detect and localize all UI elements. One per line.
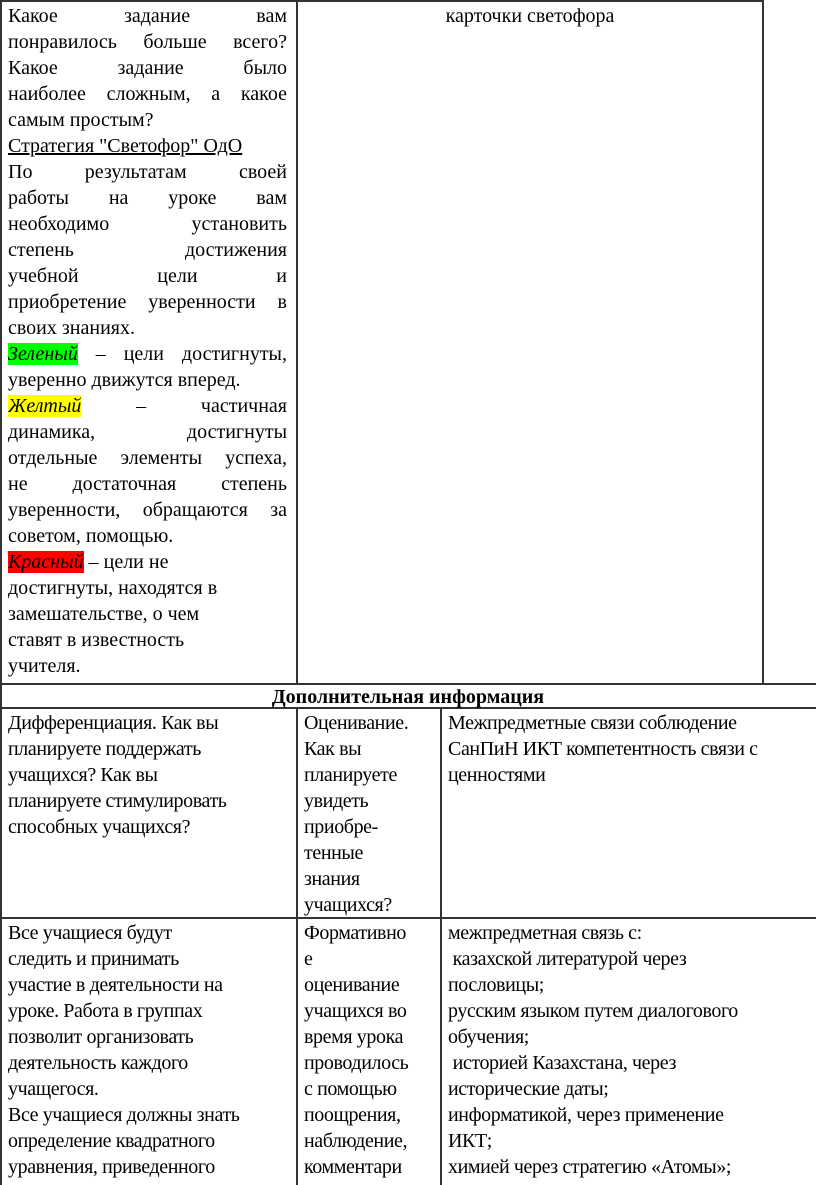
section-header (0, 684, 816, 708)
text-line: ИКТ; (448, 1130, 492, 1152)
text-line: своих знаниях. (8, 317, 135, 339)
text-line: русским языком путем диалогового (448, 1000, 738, 1022)
text-line: планируете стимулировать (8, 790, 227, 812)
text-line: Все учащиеся будут (8, 922, 172, 944)
reflection-cell (8, 3, 287, 679)
assessment-header-cell (304, 710, 438, 918)
text-line: планируете поддержать (8, 738, 201, 760)
line-text: – цели не (83, 551, 169, 573)
text-line: замешательстве, о чем (8, 603, 200, 625)
text-line: уверенно движутся вперед. (8, 369, 241, 391)
assessment-cell (304, 920, 438, 1180)
col-divider (762, 0, 764, 684)
text-line: Как вы (304, 738, 362, 760)
text-line: информатикой, через применение (448, 1104, 724, 1126)
text-line: обучения; (448, 1026, 529, 1048)
text-line: Все учащиеся должны знать (8, 1104, 240, 1126)
text-line: Стратегия "Светофор" ОдО (8, 135, 243, 157)
text-line: понравилось больше всего? (8, 31, 287, 53)
differentiation-cell (8, 920, 294, 1180)
col-divider (296, 0, 298, 684)
col-divider (440, 707, 442, 1185)
text-line: СанПиН ИКТ компетентность связи с (448, 738, 758, 760)
cross-curricular-cell (448, 920, 816, 1180)
text-line: советом, помощью. (8, 525, 174, 547)
section-header-title: Дополнительная информация (271, 686, 545, 708)
text-line: знания (304, 868, 360, 890)
text-line: ценностями (448, 764, 546, 786)
text-line (8, 549, 287, 575)
text-line: приобре- (304, 816, 378, 838)
text-line: необходимо установить (8, 213, 287, 235)
text-line: уравнения, приведенного (8, 1156, 215, 1178)
text-line: ставят в известность (8, 629, 185, 651)
table-left-border (0, 0, 2, 1185)
line-text: – частичная (81, 395, 287, 417)
line-text: – цели достигнуты, (77, 343, 287, 365)
text-line: способных учащихся? (8, 816, 191, 838)
text-line: историей Казахстана, через (448, 1052, 676, 1074)
text-line: Какое задание вам (8, 5, 287, 27)
text-line: наблюдение, (304, 1130, 408, 1152)
resources-cell (298, 3, 762, 29)
text-line: комментари (304, 1156, 402, 1178)
col-divider (296, 707, 298, 1185)
text-line: приобретение уверенности в (8, 291, 287, 313)
text-line: участие в деятельности на (8, 974, 223, 996)
text-line: учащегося. (8, 1078, 99, 1100)
text-line: учащихся? (304, 894, 392, 916)
text-line: деятельность каждого (8, 1052, 188, 1074)
highlighted-word: Желтый (8, 395, 82, 417)
text-line: самым простым? (8, 109, 154, 131)
text-line: исторические даты; (448, 1078, 609, 1100)
text-line: учащихся во (304, 1000, 407, 1022)
highlighted-word: Зеленый (8, 343, 78, 365)
text-line: е (304, 948, 313, 970)
text-line: не достаточная степень (8, 473, 287, 495)
table-top-border (0, 0, 762, 2)
text-line: учащихся? Как вы (8, 764, 158, 786)
highlighted-word: Красный (8, 551, 84, 573)
text-line: с помощью (304, 1078, 397, 1100)
text-line: уверенности, обращаются за (8, 499, 287, 521)
text-line: Формативно (304, 922, 406, 944)
text-line (8, 341, 287, 367)
text-line: казахской литературой через (448, 948, 687, 970)
text-line: учителя. (8, 655, 81, 677)
text-line: достигнуты, находятся в (8, 577, 218, 599)
text-line: Оценивание. (304, 712, 409, 734)
text-line: определение квадратного (8, 1130, 215, 1152)
text-line (8, 393, 287, 419)
text-line: Дифференциация. Как вы (8, 712, 219, 734)
text-line: наиболее сложным, а какое (8, 83, 287, 105)
text-line: По результатам своей (8, 161, 287, 183)
text-line: увидеть (304, 790, 369, 812)
text-line: уроке. Работа в группах (8, 1000, 203, 1022)
text-line: динамика, достигнуты (8, 421, 287, 443)
text-line: позволит организовать (8, 1026, 194, 1048)
text-line: поощрения, (304, 1104, 401, 1126)
text-line: пословицы; (448, 974, 544, 996)
text-line: Какое задание было (8, 57, 287, 79)
text-line: учебной цели и (8, 265, 287, 287)
text-line: тенные (304, 842, 363, 864)
text-line: межпредметная связь с: (448, 922, 642, 944)
text-line: Межпредметные связи соблюдение (448, 712, 737, 734)
text-line: химией через стратегию «Атомы»; (448, 1156, 732, 1178)
text-line: проводилось (304, 1052, 409, 1074)
resources-text: карточки светофора (445, 5, 615, 27)
cross-curricular-header-cell (448, 710, 816, 788)
differentiation-header-cell (8, 710, 294, 840)
text-line: оценивание (304, 974, 400, 996)
text-line: планируете (304, 764, 397, 786)
text-line: время урока (304, 1026, 404, 1048)
text-line: отдельные элементы успеха, (8, 447, 287, 469)
text-line: степень достижения (8, 239, 287, 261)
text-line: следить и принимать (8, 948, 179, 970)
text-line: работы на уроке вам (8, 187, 287, 209)
